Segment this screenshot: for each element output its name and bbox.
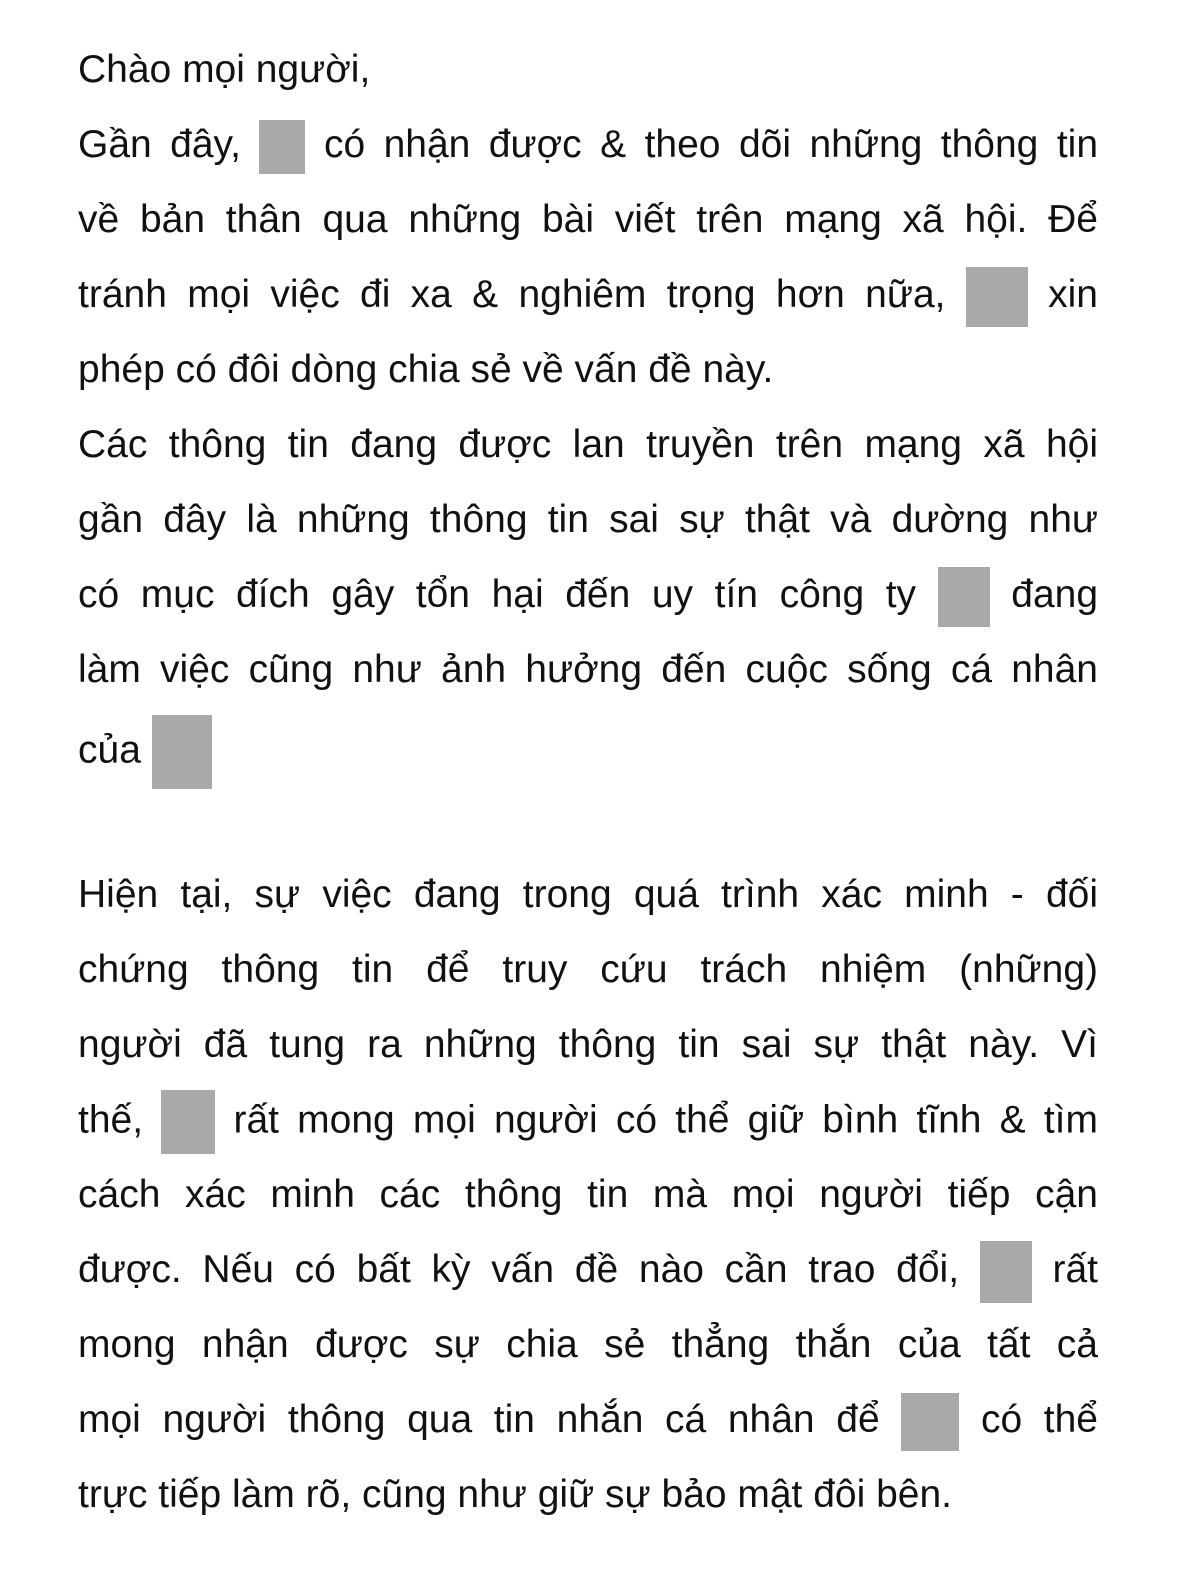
redacted-name bbox=[152, 715, 212, 789]
text-line: về bản thân qua những bài viết trên mạng xã hội. Để bbox=[78, 198, 1098, 241]
text-line: tránh mọi việc đi xa & nghiêm trọng hơn nữa, xin bbox=[78, 265, 1098, 325]
text-line: của bbox=[78, 715, 1098, 775]
text-line: trực tiếp làm rõ, cũng như giữ sự bảo mật đôi bên. bbox=[78, 1473, 953, 1516]
text-line: có mục đích gây tổn hại đến uy tín công ty đang bbox=[78, 565, 1098, 625]
redacted-name bbox=[938, 567, 990, 627]
text-line: người đã tung ra những thông tin sai sự thật này. Vì bbox=[78, 1023, 1098, 1066]
text-line: cách xác minh các thông tin mà mọi người tiếp cận bbox=[78, 1173, 1098, 1216]
text-line: thế, rất mong mọi người có thể giữ bình tĩnh & tìm bbox=[78, 1090, 1098, 1150]
text-line: mong nhận được sự chia sẻ thẳng thắn của tất cả bbox=[78, 1323, 1098, 1366]
redacted-name bbox=[901, 1393, 959, 1451]
text-line: được. Nếu có bất kỳ vấn đề nào cần trao đổi, rất bbox=[78, 1240, 1098, 1300]
text-line: Gần đây, có nhận được & theo dõi những thông tin bbox=[78, 115, 1098, 175]
text-line: gần đây là những thông tin sai sự thật và dường như bbox=[78, 498, 1098, 541]
redacted-name bbox=[980, 1241, 1032, 1303]
redacted-name bbox=[259, 120, 305, 174]
text-line: làm việc cũng như ảnh hưởng đến cuộc sống cá nhân bbox=[78, 648, 1098, 691]
redacted-name bbox=[966, 267, 1028, 327]
text-line: mọi người thông qua tin nhắn cá nhân để có thể bbox=[78, 1390, 1098, 1450]
redacted-name bbox=[161, 1090, 215, 1154]
text-line: Các thông tin đang được lan truyền trên mạng xã hội bbox=[78, 423, 1098, 466]
text-line: chứng thông tin để truy cứu trách nhiệm (những) bbox=[78, 948, 1098, 991]
text-line: Chào mọi người, bbox=[78, 48, 371, 91]
text-line: phép có đôi dòng chia sẻ về vấn đề này. bbox=[78, 348, 774, 391]
text-line: Hiện tại, sự việc đang trong quá trình xác minh - đối bbox=[78, 873, 1098, 916]
